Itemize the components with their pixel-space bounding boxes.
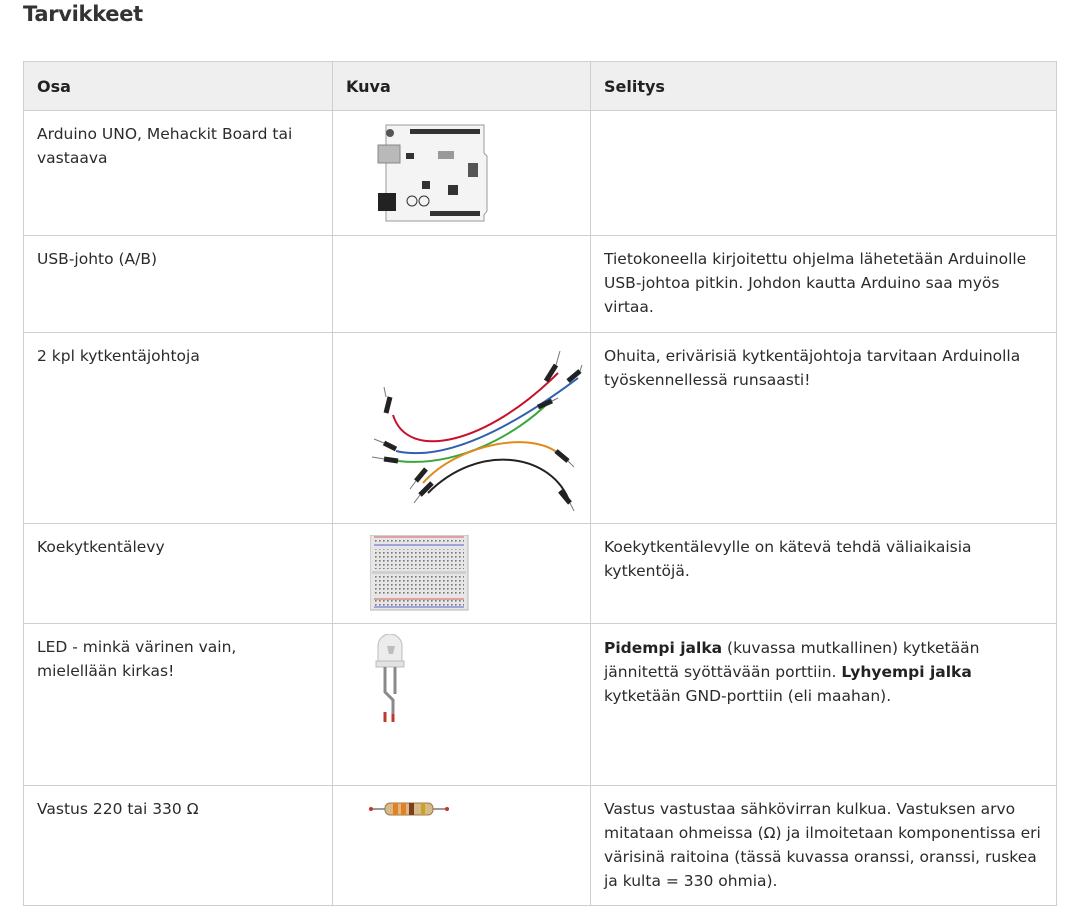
led-icon bbox=[373, 634, 407, 726]
part-name-cell: Vastus 220 tai 330 Ω bbox=[24, 786, 333, 906]
parts-table bbox=[23, 61, 1057, 906]
part-name-cell: USB-johto (A/B) bbox=[24, 236, 333, 333]
part-description-cell: Pidempi jalka (kuvassa mutkallinen) kytketään jännitettä syöttävään porttiin. Lyhyempi jalka kytketään GND-porttiin (eli maahan). bbox=[591, 624, 1057, 786]
part-description-cell: Koekytkentälevylle on kätevä tehdä väliaikaisia kytkentöjä. bbox=[591, 524, 1057, 624]
page-heading: Tarvikkeet bbox=[23, 2, 143, 26]
table-row bbox=[24, 111, 1057, 236]
part-image-cell bbox=[333, 236, 591, 333]
part-image-cell bbox=[333, 333, 591, 524]
jumper-wires-icon bbox=[368, 343, 583, 513]
part-name-cell: 2 kpl kytkentäjohtoja bbox=[24, 333, 333, 524]
part-image-cell bbox=[333, 624, 591, 786]
part-description-cell: Tietokoneella kirjoitettu ohjelma lähetetään Arduinolle USB-johtoa pitkin. Johdon kautta Arduino saa myös virtaa. bbox=[591, 236, 1057, 333]
part-image-cell bbox=[333, 524, 591, 624]
breadboard-icon bbox=[370, 535, 470, 611]
part-name-cell: LED - minkä värinen vain, mielellään kirkas! bbox=[24, 624, 333, 786]
part-name-cell: Arduino UNO, Mehackit Board tai vastaava bbox=[24, 111, 333, 236]
table-row bbox=[24, 786, 1057, 906]
part-image-cell bbox=[333, 786, 591, 906]
table-row bbox=[24, 624, 1057, 786]
part-image-cell bbox=[333, 111, 591, 236]
column-header-osa: Osa bbox=[24, 62, 333, 111]
table-row bbox=[24, 333, 1057, 524]
column-header-kuva: Kuva bbox=[333, 62, 591, 111]
table-row bbox=[24, 524, 1057, 624]
table-header-row bbox=[24, 62, 1057, 111]
part-description-cell: Ohuita, erivärisiä kytkentäjohtoja tarvitaan Arduinolla työskennellessä runsaasti! bbox=[591, 333, 1057, 524]
emphasis-shorter-leg: Lyhyempi jalka bbox=[841, 663, 972, 681]
emphasis-longer-leg: Pidempi jalka bbox=[604, 639, 723, 657]
part-name-cell: Koekytkentälevy bbox=[24, 524, 333, 624]
column-header-selitys: Selitys bbox=[591, 62, 1057, 111]
table-row bbox=[24, 236, 1057, 333]
arduino-board-icon bbox=[376, 123, 488, 223]
part-description-cell: Vastus vastustaa sähkövirran kulkua. Vastuksen arvo mitataan ohmeissa (Ω) ja ilmoitetaan komponentissa eri värisinä raitoina (tässä kuvassa oranssi, oranssi, ruskea ja kulta = 330 ohmia). bbox=[591, 786, 1057, 906]
part-description-cell bbox=[591, 111, 1057, 236]
resistor-icon bbox=[369, 799, 449, 819]
